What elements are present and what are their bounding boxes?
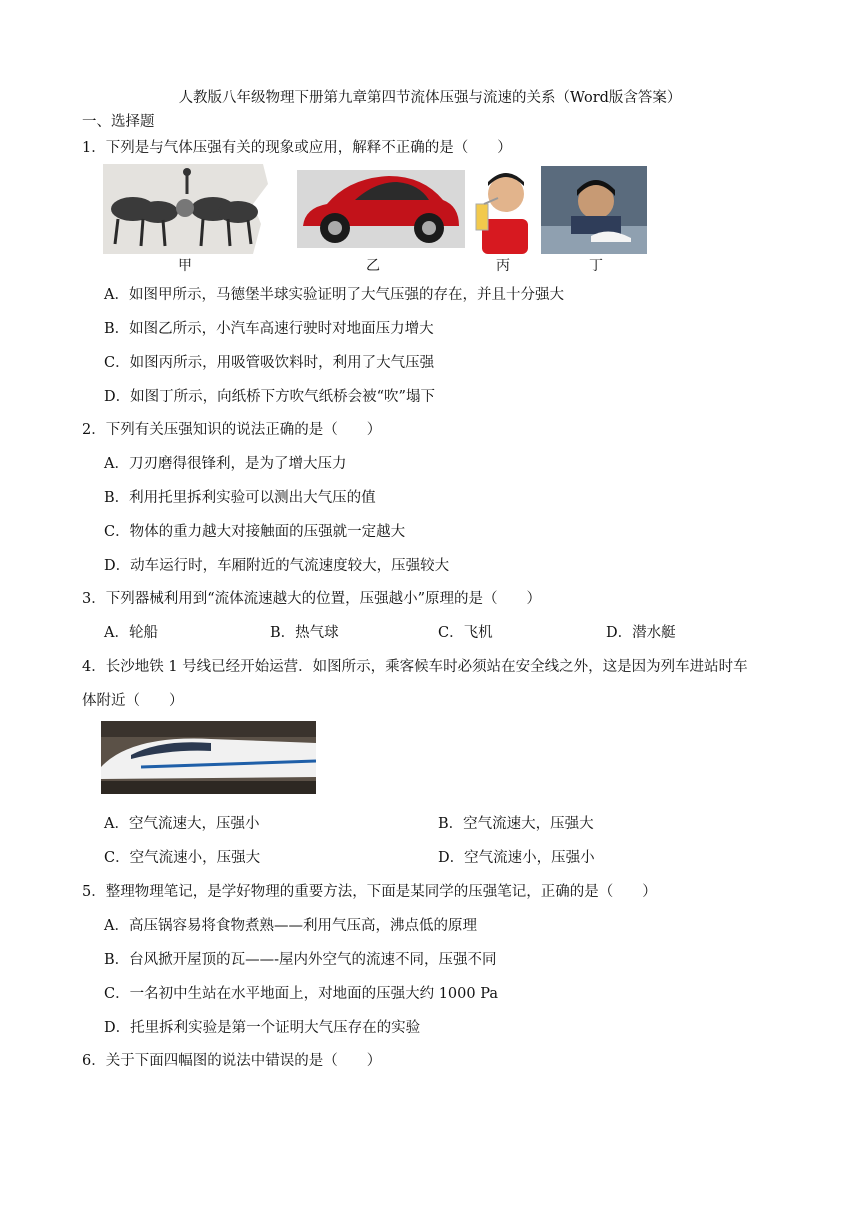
caption-ding: 丁 xyxy=(589,258,603,274)
q2-option-c: C．物体的重力越大对接触面的压强就一定越大 xyxy=(104,524,406,540)
caption-bing: 丙 xyxy=(496,258,510,274)
q3-option-c: C．飞机 xyxy=(438,625,493,641)
q2-option-d: D．动车运行时，车厢附近的气流速度较大，压强较大 xyxy=(104,558,450,574)
question-4-stem-line1: 4．长沙地铁 1 号线已经开始运营．如图所示，乘客候车时必须站在安全线之外，这是因为列车进站时车 xyxy=(82,659,748,675)
q3-option-a: A．轮船 xyxy=(104,625,158,641)
q1-option-c: C．如图丙所示，用吸管吸饮料时，利用了大气压强 xyxy=(104,355,435,371)
q4-option-b: B．空气流速大，压强大 xyxy=(438,816,594,832)
boy-drinking-straw-image xyxy=(472,164,534,254)
high-speed-train-image xyxy=(101,721,316,794)
question-2-stem: 2．下列有关压强知识的说法正确的是（ ） xyxy=(82,422,382,438)
q4-option-a: A．空气流速大，压强小 xyxy=(104,816,260,832)
q2-option-a: A．刀刃磨得很锋利，是为了增大压力 xyxy=(104,456,347,472)
q5-option-a: A．高压锅容易将食物煮熟——利用气压高，沸点低的原理 xyxy=(104,918,477,934)
q5-option-c: C．一名初中生站在水平地面上，对地面的压强大约 1000 Pa xyxy=(104,986,498,1002)
q1-option-d: D．如图丁所示，向纸桥下方吹气纸桥会被“吹”塌下 xyxy=(104,389,435,405)
document-title: 人教版八年级物理下册第九章第四节流体压强与流速的关系（Word版含答案） xyxy=(178,90,682,106)
red-car-image xyxy=(297,170,465,248)
q2-option-b: B．利用托里拆利实验可以测出大气压的值 xyxy=(104,490,376,506)
question-4-stem-line2: 体附近（ ） xyxy=(82,693,184,709)
caption-jia: 甲 xyxy=(178,258,192,274)
section-heading: 一、选择题 xyxy=(82,114,155,130)
question-5-stem: 5．整理物理笔记，是学好物理的重要方法，下面是某同学的压强笔记，正确的是（ ） xyxy=(82,884,657,900)
q3-option-d: D．潜水艇 xyxy=(606,625,676,641)
boy-blowing-paper-image xyxy=(541,166,647,254)
q4-option-d: D．空气流速小，压强小 xyxy=(438,850,595,866)
magdeburg-hemispheres-image xyxy=(103,164,283,254)
question-3-stem: 3．下列器械利用到“流体流速越大的位置，压强越小”原理的是（ ） xyxy=(82,591,542,607)
question-6-stem: 6．关于下面四幅图的说法中错误的是（ ） xyxy=(82,1053,382,1069)
q5-option-b: B．台风掀开屋顶的瓦——-屋内外空气的流速不同，压强不同 xyxy=(104,952,497,968)
q4-option-c: C．空气流速小，压强大 xyxy=(104,850,261,866)
q1-option-b: B．如图乙所示，小汽车高速行驶时对地面压力增大 xyxy=(104,321,434,337)
question-1-stem: 1．下列是与气体压强有关的现象或应用，解释不正确的是（ ） xyxy=(82,140,512,156)
caption-yi: 乙 xyxy=(366,258,380,274)
q5-option-d: D．托里拆利实验是第一个证明大气压存在的实验 xyxy=(104,1020,421,1036)
q3-option-b: B．热气球 xyxy=(270,625,339,641)
q1-option-a: A．如图甲所示，马德堡半球实验证明了大气压强的存在，并且十分强大 xyxy=(104,287,564,303)
